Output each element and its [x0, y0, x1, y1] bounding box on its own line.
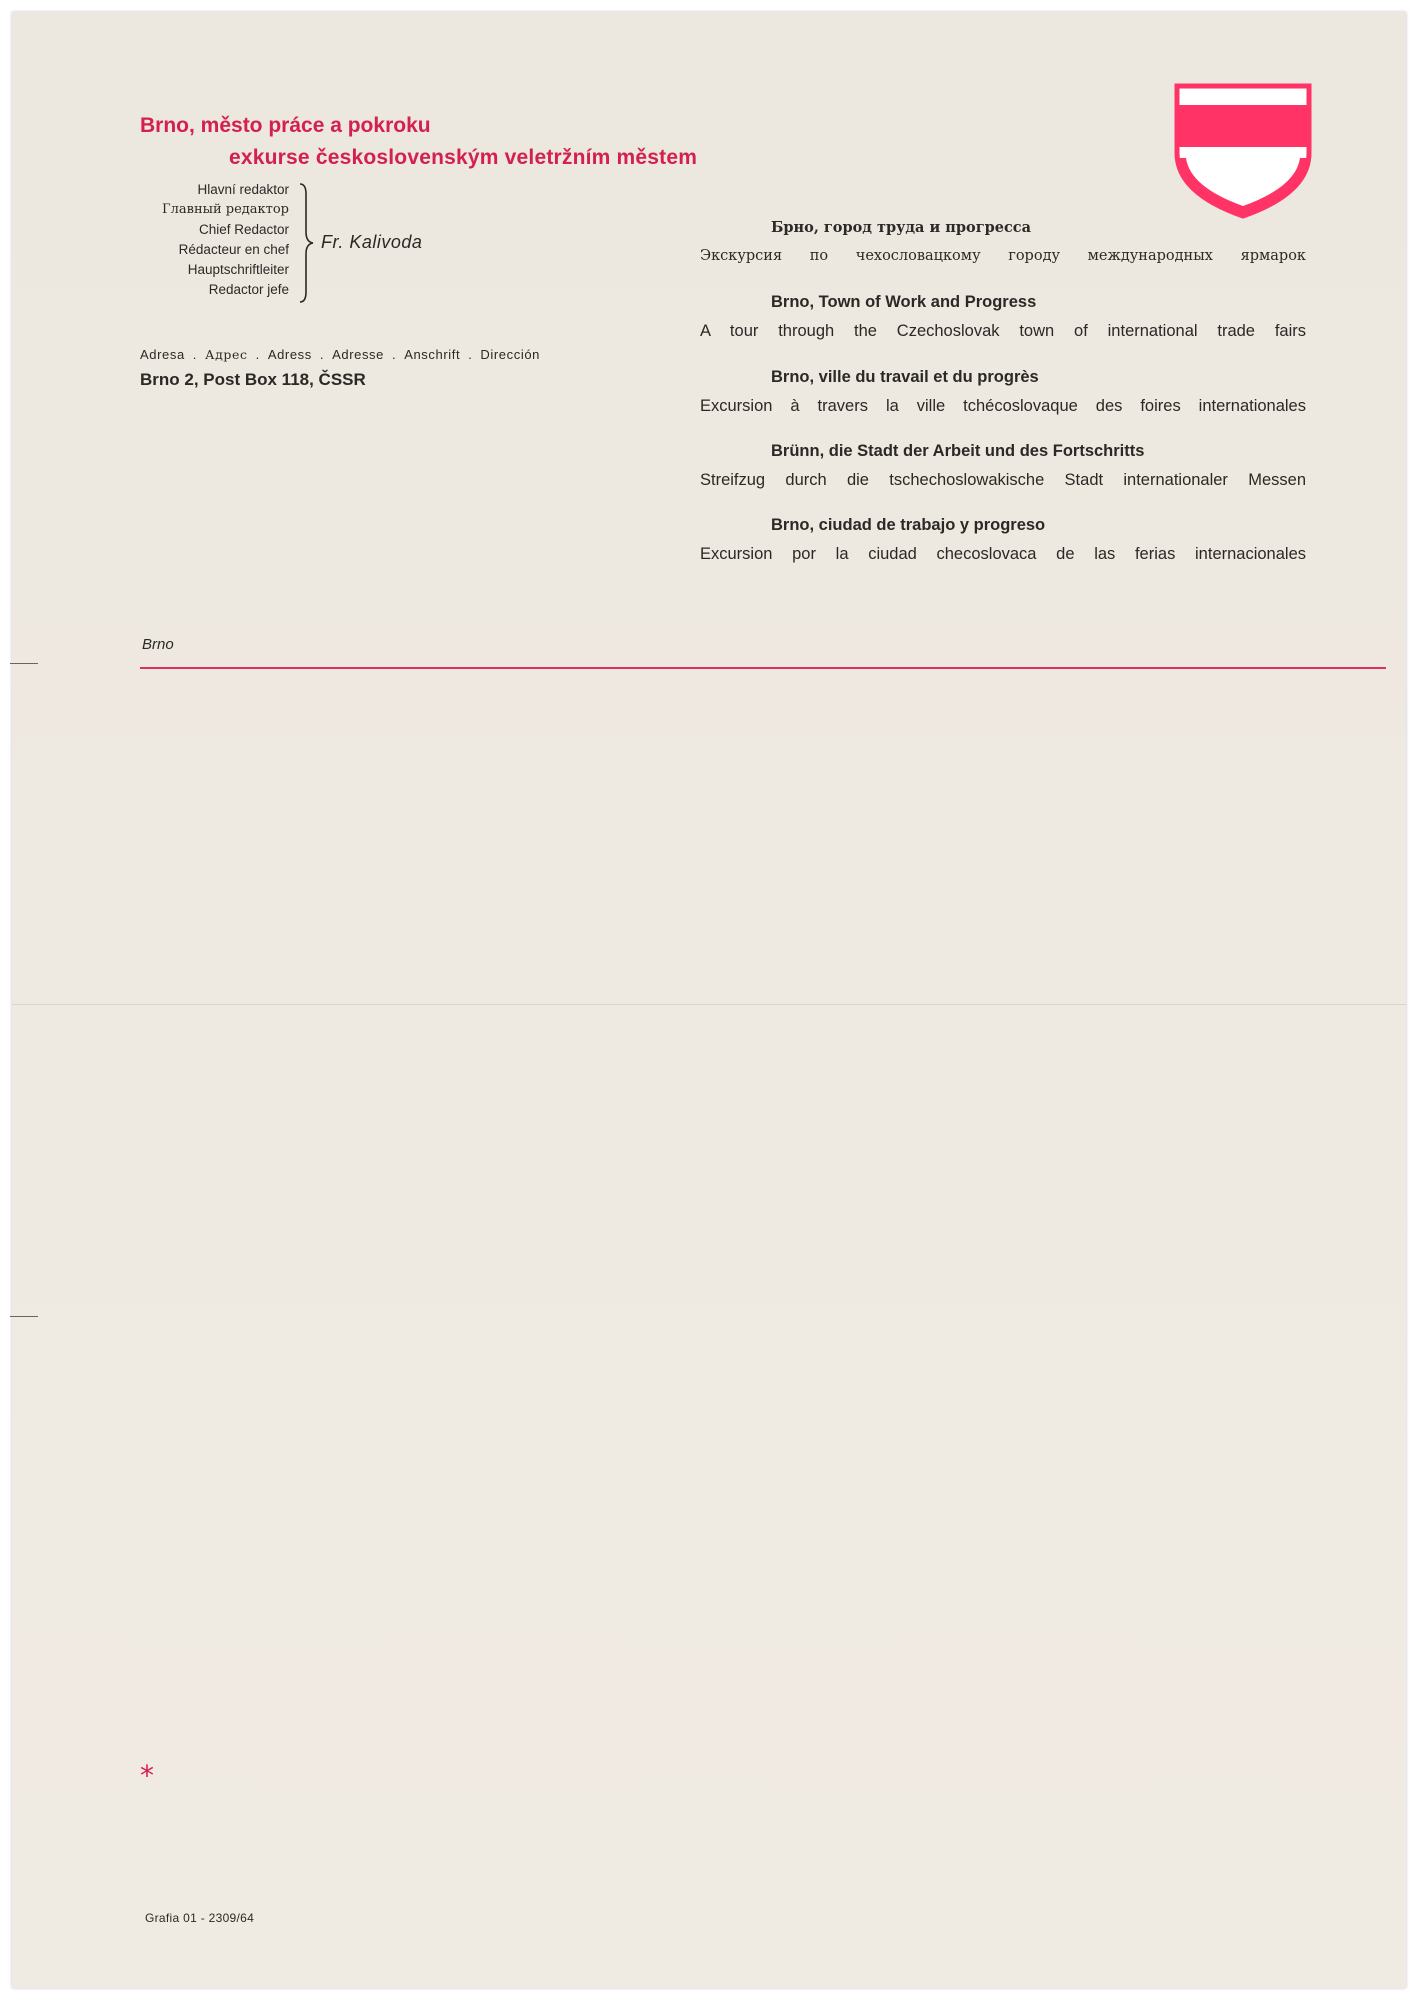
role-ru: Главный редактор	[162, 202, 289, 217]
curly-brace-icon	[296, 182, 318, 304]
address-separator: .	[192, 347, 198, 362]
translation-title: Брно, город труда и прогресса	[771, 219, 1032, 236]
translation-title: Brno, ciudad de trabajo y progreso	[771, 516, 1046, 534]
editor-roles-list	[120, 180, 289, 300]
translation-description: Streifzug durch die tschechoslowakische Stadt internationaler Messen	[700, 471, 1306, 489]
translation-description: Excursion por la ciudad checoslovaca de las ferias internacionales	[700, 545, 1306, 563]
address-label-cs: Adresa	[140, 347, 185, 362]
address-label-de: Anschrift	[404, 347, 461, 362]
printer-imprint: Grafia 01 - 2309/64	[145, 1911, 255, 1925]
translation-description: Экскурсия по чехословацкому городу международных ярмарок	[700, 248, 1306, 264]
role-de: Hauptschriftleiter	[187, 262, 289, 277]
address-label-fr: Adresse	[332, 347, 384, 362]
postal-address: Brno 2, Post Box 118, ČSSR	[140, 370, 366, 389]
letterhead-subtitle: exkurse československým veletržním městem	[229, 146, 698, 169]
editor-name: Fr. Kalivoda	[321, 232, 423, 252]
role-es: Redactor jefe	[208, 282, 289, 297]
letterhead-title: Brno, město práce a pokroku	[140, 114, 431, 137]
address-label-en: Adress	[267, 347, 312, 362]
translation-title: Brünn, die Stadt der Arbeit und des Fortschritts	[771, 442, 1145, 460]
address-separator: .	[255, 347, 260, 362]
asterisk-mark: *	[140, 1759, 154, 1792]
fold-mark-top	[10, 663, 38, 664]
translation-description: Excursion à travers la ville tchécoslovaque des foires internationales	[700, 397, 1306, 415]
address-separator: .	[319, 347, 325, 362]
address-separator: .	[391, 347, 397, 362]
role-cs: Hlavní redaktor	[197, 182, 289, 197]
place-label: Brno	[142, 636, 174, 653]
translation-description: A tour through the Czechoslovak town of international trade fairs	[700, 322, 1306, 340]
address-label-es: Dirección	[480, 347, 540, 362]
address-label-ru: Адрес	[205, 347, 248, 362]
fold-mark-bottom	[10, 1316, 38, 1317]
brno-coat-of-arms-icon	[1174, 83, 1312, 219]
role-en: Chief Redactor	[198, 222, 289, 237]
address-separator: .	[468, 347, 473, 362]
address-label-row	[140, 347, 540, 362]
translation-title: Brno, ville du travail et du progrès	[771, 368, 1039, 386]
date-line-divider	[140, 667, 1386, 669]
role-fr: Rédacteur en chef	[178, 242, 289, 257]
paper-fold-line	[12, 1004, 1406, 1005]
translation-title: Brno, Town of Work and Progress	[771, 293, 1037, 311]
letterhead-sheet	[12, 12, 1406, 1988]
